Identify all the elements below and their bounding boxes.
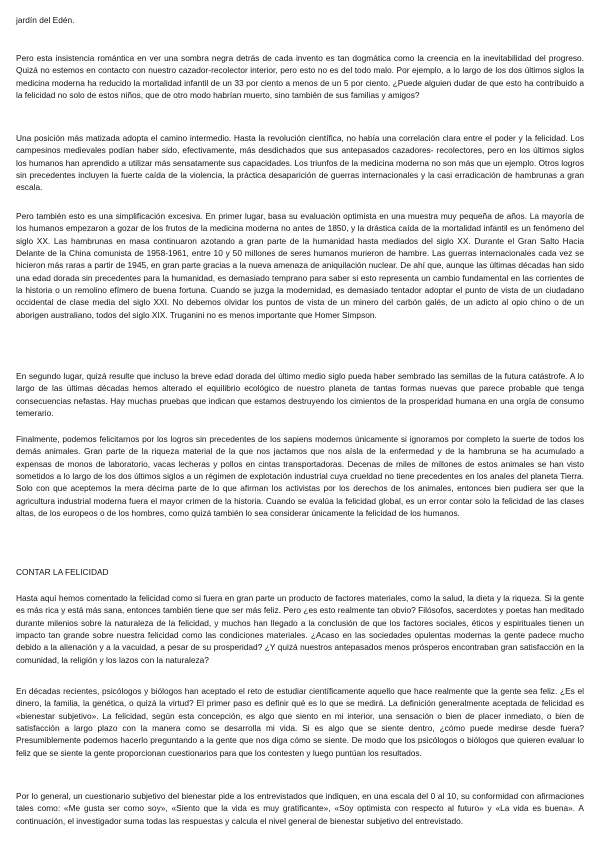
opening-line: jardín del Edén. xyxy=(16,15,75,25)
section-heading: CONTAR LA FELICIDAD xyxy=(16,567,109,577)
paragraph-second-point: En segundo lugar, quizá resulte que incluso la breve edad dorada del último medio siglo pueda haber sembrado las semillas de la futura catástrofe. A lo largo de las últimas décadas hemos alterado el equilibrio ecológico de nuestro planeta de tantas formas nuevas que parece probable que tenga consecuencias nefastas. Hay muchas pruebas que indican que estamos destruyendo los cimientos de la prosperidad humana en una orgía de consumo temerario. xyxy=(16,371,584,419)
paragraph-subjective-wellbeing: En décadas recientes, psicólogos y biólogos han aceptado el reto de estudiar científicamente aquello que hace realmente que la gente sea feliz. ¿Es el dinero, la familia, la genética, o quizá la virtud? El primer paso es definir qué es lo que se medirá. La definición generalmente aceptada de felicidad es «bienestar subjetivo». La felicidad, según esta concepción, es algo que siento en mi interior, una sensación o bien de placer inmediato, o bien de satisfacción a largo plazo con la manera como se desarrolla mi vida. Si es algo que se siente dentro, ¿cómo puede medirse desde fuera? Presumiblemente podemos hacerlo preguntando a la gente que nos diga cómo se siente. De modo que los psicólogos o biólogos que quieren evaluar lo feliz que se siente la gente proporcionan cuestionarios para que los contesten y luego puntúan los resultados. xyxy=(16,686,584,758)
paragraph-oversimplification: Pero también esto es una simplificación excesiva. En primer lugar, basa su evaluación optimista en una muestra muy pequeña de años. La mayoría de los humanos empezaron a gozar de los frutos de la medicina moderna no antes de 1850, y la drástica caída de la mortalidad infantil es un fenómeno del siglo XX. Las hambrunas en masa continuaron azotando a gran parte de la humanidad hasta mediados del siglo XX. Durante el Gran Salto Hacia Delante de la China comunista de 1958-1961, entre 10 y 50 millones de seres humanos murieron de hambre. Las guerras internacionales cada vez se hicieron más raras a partir de 1945, en gran parte gracias a la nueva amenaza de aniquilación nuclear. De ahí que, aunque las últimas décadas han sido una edad dorada sin precedentes para la humanidad, es demasiado temprano para saber si esto representa un cambio fundamental en las corrientes de la historia o un remolino efímero de buena fortuna. Cuando se juzga la modernidad, es demasiado tentador adoptar el punto de vista de un ciudadano occidental de clase media del siglo XXI. No debemos olvidar los puntos de vista de un minero del carbón galés, de un adicto al opio chino o de un aborigen australiano, todos del siglo XIX. Truganini no es menos importante que Homer Simpson. xyxy=(16,211,584,320)
paragraph-material-factors: Hasta aquí hemos comentado la felicidad como si fuera en gran parte un producto de factores materiales, como la salud, la dieta y la riqueza. Si la gente es más rica y está más sana, entonces también tiene que ser más feliz. Pero ¿es esto realmente tan obvio? Filósofos, sacerdotes y poetas han meditado durante milenios sobre la naturaleza de la felicidad, y muchos han llegado a la conclusión de que los factores sociales, éticos y espirituales tienen un impacto tan grande sobre nuestra felicidad como las condiciones materiales. ¿Acaso en las sociedades opulentas modernas la gente padece mucho debido a la alienación y a la vacuidad, a pesar de su prosperidad? ¿Y quizá nuestros antepasados menos prósperos encontraban gran satisfacción en la comunidad, la religión y los lazos con la naturaleza? xyxy=(16,593,584,665)
paragraph-questionnaire: Por lo general, un cuestionario subjetivo del bienestar pide a los entrevistados que indiquen, en una escala del 0 al 10, su conformidad con afirmaciones tales como: «Me gusta ser como soy», «Siento que la vida es muy gratificante», «Soy optimista con respecto al futuro» y «La vida es buena». A continuación, el investigador suma todas las respuestas y calcula el nivel general de bienestar subjetivo del entrevistado. xyxy=(16,791,584,826)
paragraph-romantic-insistence: Pero esta insistencia romántica en ver una sombra negra detrás de cada invento es tan dogmática como la creencia en la inevitabilidad del progreso. Quizá no estemos en contacto con nuestro cazador-recolector interior, pero esto no es del todo malo. Por ejemplo, a lo largo de los dos últimos siglos la medicina moderna ha reducido la mortalidad infantil de un 33 por ciento a menos de un 5 por ciento. ¿Puede alguien dudar de que esto ha contribuido a la felicidad no solo de estos niños, que de otro modo habrían muerto, sino también de sus familias y amigos? xyxy=(16,53,584,101)
paragraph-animals: Finalmente, podemos felicitarnos por los logros sin precedentes de los sapiens modernos únicamente si ignoramos por completo la suerte de todos los demás animales. Gran parte de la riqueza material de la que nos jactamos que nos aísla de la enfermedad y de la hambruna se ha acumulado a expensas de monos de laboratorio, vacas lecheras y pollos en cintas transportadoras. Decenas de miles de millones de estos animales se han visto sometidos a lo largo de los dos últimos siglos a un régimen de explotación industrial cuya crueldad no tiene precedentes en los anales del planeta Tierra. Solo con que aceptemos la mera décima parte de lo que afirman los activistas por los derechos de los animales, entonces bien pudiera ser que la agricultura industrial moderna fuera el mayor crimen de la historia. Cuando se evalúa la felicidad global, es un error contar solo la felicidad de las clases altas, de los europeos o de los hombres, como quizá también lo sea considerar únicamente la felicidad de los humanos. xyxy=(16,434,584,519)
paragraph-middle-path: Una posición más matizada adopta el camino intermedio. Hasta la revolución científica, no había una correlación clara entre el poder y la felicidad. Los campesinos medievales podían haber sido, efectivamente, más desdichados que sus antepasados cazadores- recolectores, pero en los últimos siglos los humanos han aprendido a utilizar más sensatamente sus capacidades. Los triunfos de la medicina moderna no son más que un ejemplo. Otros logros sin precedentes incluyen la fuerte caída de la violencia, la práctica desaparición de guerras internacionales y la casi erradicación de hambrunas a gran escala. xyxy=(16,133,584,193)
